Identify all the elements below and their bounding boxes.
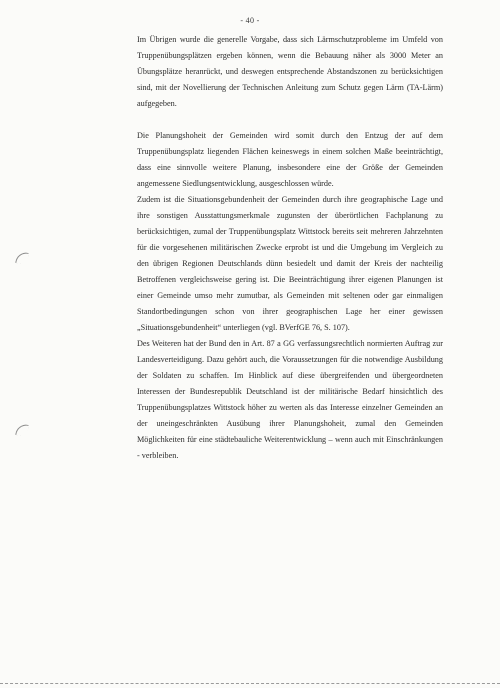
body-text	[137, 32, 443, 464]
page-number: - 40 -	[240, 16, 260, 25]
scan-edge-line	[0, 683, 500, 684]
paragraph-situationsgebundenheit: Zudem ist die Situationsgebundenheit der Gemeinden durch ihre geographische Lage und ihre sonstigen Ausstattungsmerkmale zugunsten der überörtlichen Fachplanung zu berücksichtigen, zumal der Truppenübungsplatz Wittstock bereits seit mehreren Jahrzehnten für die vorgesehenen militärischen Zwecke erprobt ist und die Umgebung im Vergleich zu den übrigen Regionen Deutschlands dünn besiedelt und damit der Kreis der nachteilig Betroffenen vergleichsweise gering ist. Die Beeinträchtigung ihrer eigenen Planungen ist einer Gemeinde umso mehr zumutbar, als Gemeinden mit seltenen oder gar einmaligen Standortbedingungen schon von ihrer geographischen Lage her einer gewissen „Situationsgebundenheit“ unterliegen (vgl. BVerfGE 76, S. 107).	[137, 195, 443, 332]
punch-hole-mark-bottom	[15, 423, 29, 437]
paragraph-planungshoheit: Die Planungshoheit der Gemeinden wird somit durch den Entzug der auf dem Truppenübungsplatz liegenden Flächen keineswegs in einem solchen Maße beeinträchtigt, dass eine sinnvolle weitere Planung, insbesondere eine der Größe der Gemeinden angemessene Siedlungsentwicklung, ausgeschlossen würde.	[137, 131, 443, 188]
paragraph-ta-laerm: Im Übrigen wurde die generelle Vorgabe, dass sich Lärmschutzprobleme im Umfeld von Truppenübungsplätzen ergeben können, wenn die Bebauung näher als 3000 Meter an Übungsplätze heranrückt, und deswegen entsprechende Abstandszonen zu berücksichtigen sind, mit der Novellierung der Technischen Anleitung zum Schutz gegen Lärm (TA-Lärm) aufgegeben.	[137, 35, 443, 108]
punch-hole-mark-top	[15, 251, 29, 265]
paragraph-landesverteidigung: Des Weiteren hat der Bund den in Art. 87 a GG verfassungsrechtlich normierten Auftrag zur Landesverteidigung. Dazu gehört auch, die Voraussetzungen für die notwendige Ausbildung der Soldaten zu schaffen. Im Hinblick auf diese übergreifenden und übergeordneten Interessen der Bundesrepublik Deutschland ist der militärische Bedarf hinsichtlich des Truppenübungsplatzes Wittstock höher zu werten als das Interesse einzelner Gemeinden an der uneingeschränkten Ausübung ihrer Planungshoheit, zumal den Gemeinden Möglichkeiten für eine städtebauliche Weiterentwicklung – wenn auch mit Einschränkungen - verbleiben.	[137, 339, 443, 460]
